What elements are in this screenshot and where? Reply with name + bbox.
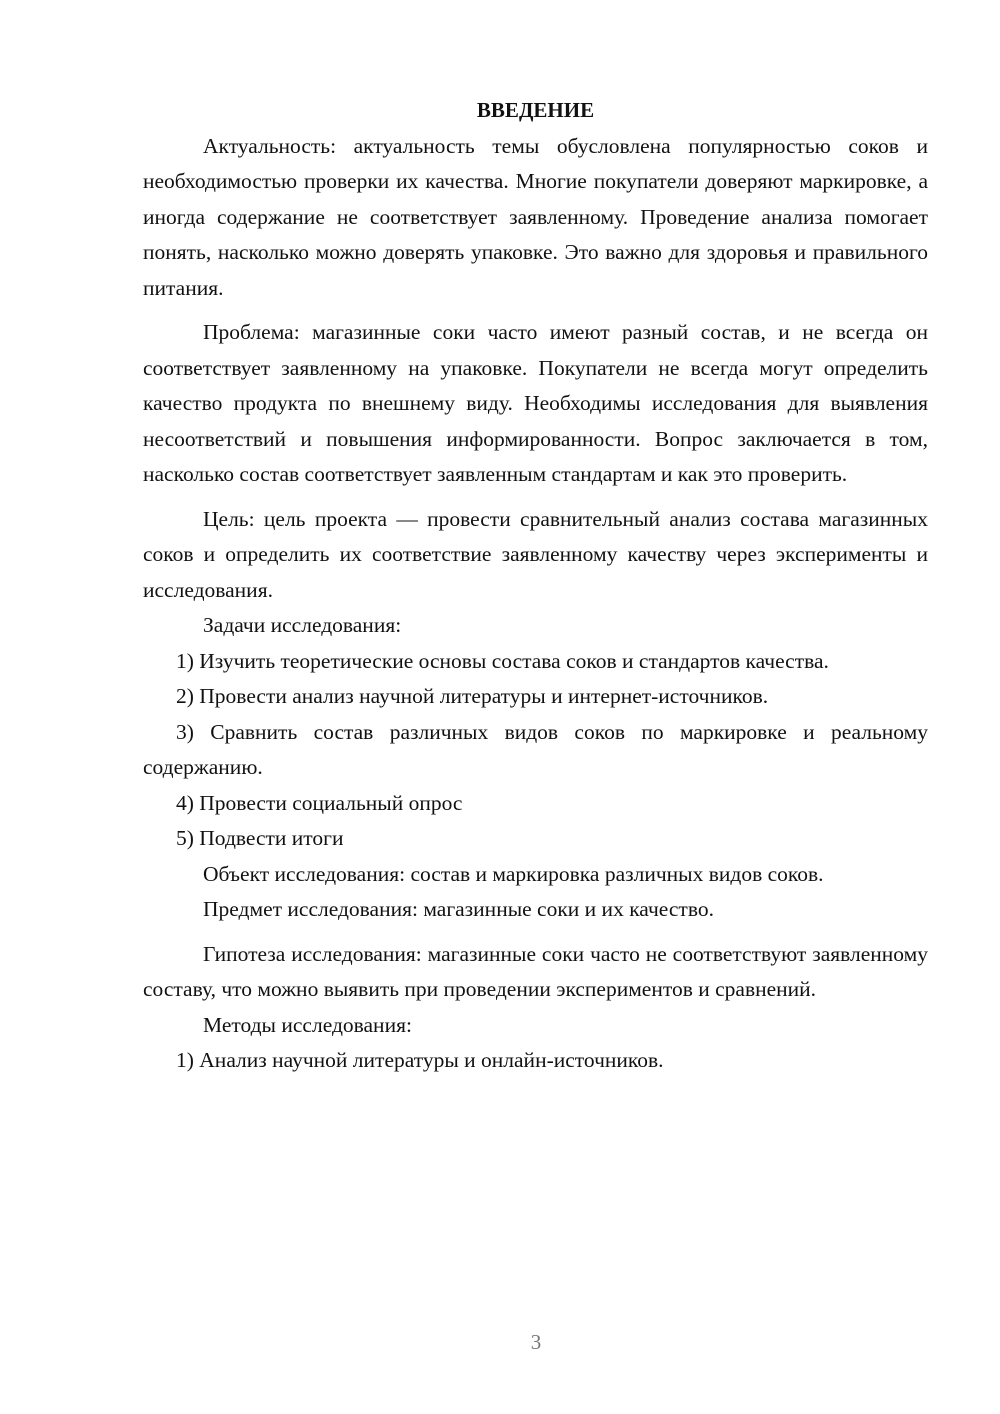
task-item-5: 5) Подвести итоги — [176, 826, 344, 850]
problem-paragraph: Проблема: магазинные соки часто имеют разный состав, и не всегда он соответствует заявленному на упаковке. Покупатели не всегда могут определить качество продукта по внешнему виду. Необходимы исследования для выявления несоответствий и повышения информированности. Вопрос заключается в том, насколько состав соответствует заявленным стандартам и как это проверить. — [143, 320, 928, 486]
relevance-paragraph: Актуальность: актуальность темы обусловлена популярностью соков и необходимостью проверки их качества. Многие покупатели доверяют маркировке, а иногда содержание не соответствует заявленному. Проведение анализа помогает понять, насколько можно доверять упаковке. Это важно для здоровья и правильного питания. — [143, 133, 928, 300]
page-number: 3 — [530, 1330, 542, 1354]
page-content — [143, 93, 928, 1079]
goal-paragraph: Цель: цель проекта — провести сравнительный анализ состава магазинных соков и определить их соответствие заявленному качеству через эксперименты и исследования. — [143, 506, 928, 602]
object-paragraph: Объект исследования: состав и маркировка различных видов соков. — [203, 861, 824, 886]
subject-paragraph: Предмет исследования: магазинные соки и их качество. — [203, 897, 714, 921]
task-item-4: 4) Провести социальный опрос — [176, 790, 463, 815]
tasks-heading: Задачи исследования: — [203, 613, 402, 637]
hypothesis-paragraph: Гипотеза исследования: магазинные соки часто не соответствуют заявленному составу, что можно выявить при проведении экспериментов и сравнений. — [143, 941, 928, 1001]
methods-heading: Методы исследования: — [203, 1012, 412, 1037]
task-item-3: 3) Сравнить состав различных видов соков по маркировке и реальному содержанию. — [143, 719, 928, 779]
task-item-2: 2) Провести анализ научной литературы и интернет-источников. — [176, 684, 769, 708]
section-title: ВВЕДЕНИЕ — [476, 98, 595, 122]
task-item-1: 1) Изучить теоретические основы состава соков и стандартов качества. — [176, 648, 829, 673]
method-item-1: 1) Анализ научной литературы и онлайн-источников. — [176, 1048, 664, 1072]
